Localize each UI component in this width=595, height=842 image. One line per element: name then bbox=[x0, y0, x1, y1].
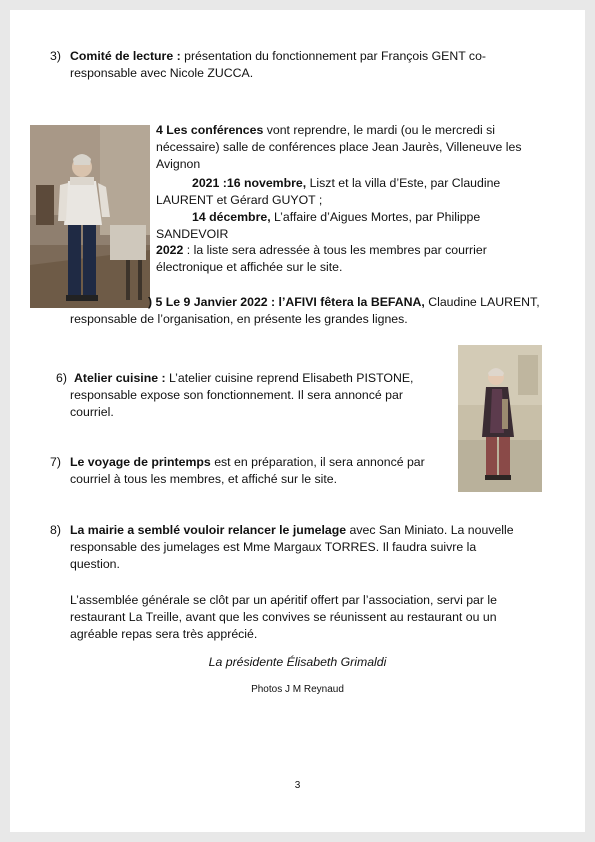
item6-line3: courriel. bbox=[70, 405, 114, 419]
signature: La présidente Élisabeth Grimaldi bbox=[208, 655, 387, 669]
closing-line1: L’assemblée générale se clôt par un apéritif offert par l’association, servi par le bbox=[70, 593, 497, 607]
item8-line1 bbox=[70, 522, 514, 539]
item8-line2: responsable des jumelages est Mme Margaux TORRES. Il faudra suivre la bbox=[70, 540, 477, 554]
item3-line1 bbox=[70, 48, 486, 65]
item4-note-line1 bbox=[156, 242, 487, 259]
item5-lead: ) 5 Le 9 Janvier 2022 : l’AFIVI fêtera la BEFANA, bbox=[148, 295, 425, 309]
item6-text1: L’atelier cuisine reprend Elisabeth PISTONE, bbox=[165, 371, 414, 385]
item4-title: 4 Les conférences bbox=[156, 123, 264, 137]
item4-talk2-line2: SANDEVOIR bbox=[156, 227, 229, 241]
photo-speaker bbox=[30, 125, 150, 308]
item5-line2: responsable de l’organisation, en présente les grandes lignes. bbox=[70, 312, 408, 326]
item4-talk1-line1 bbox=[192, 175, 500, 192]
item4-line2: nécessaire) salle de conférences place Jean Jaurès, Villeneuve les bbox=[156, 140, 522, 154]
item7-title: Le voyage de printemps bbox=[70, 455, 211, 469]
closing-line2: restaurant La Treille, avant que les convives se réunissent au restaurant ou un bbox=[70, 610, 497, 624]
photo-cooking-workshop bbox=[458, 345, 542, 492]
item5-text1: Claudine LAURENT, bbox=[424, 295, 540, 309]
item3-number: 3) bbox=[50, 49, 61, 63]
page-number: 3 bbox=[294, 780, 301, 791]
item6-line1 bbox=[74, 370, 413, 387]
item4-talk2-line1 bbox=[192, 209, 480, 226]
item4-note-line2: électronique et affichée sur le site. bbox=[156, 260, 343, 274]
closing-line3: agréable repas sera très apprécié. bbox=[70, 627, 258, 641]
item8-number: 8) bbox=[50, 523, 61, 537]
item6-title: Atelier cuisine : bbox=[74, 371, 166, 385]
item4-line1 bbox=[156, 122, 495, 139]
item8-text1: avec San Miniato. La nouvelle bbox=[346, 523, 514, 537]
item4-note1: : la liste sera adressée à tous les membres par courrier bbox=[183, 243, 487, 257]
item3-title: Comité de lecture : bbox=[70, 49, 181, 63]
item4-line3: Avignon bbox=[156, 157, 201, 171]
item7-text1: est en préparation, il sera annoncé par bbox=[210, 455, 425, 469]
item3-text1: présentation du fonctionnement par François GENT co- bbox=[180, 49, 487, 63]
item7-line1 bbox=[70, 454, 425, 471]
item6-line2: responsable expose son fonctionnement. Il sera annoncé par bbox=[70, 388, 403, 402]
item4-talk2a: L’affaire d’Aigues Mortes, par Philippe bbox=[270, 210, 481, 224]
item5-line1 bbox=[148, 294, 540, 311]
document-page bbox=[10, 10, 585, 832]
item3-line2: responsable avec Nicole ZUCCA. bbox=[70, 66, 254, 80]
item8-line3: question. bbox=[70, 557, 120, 571]
item8-title: La mairie a semblé vouloir relancer le jumelage bbox=[70, 523, 347, 537]
item4-year: 2022 bbox=[156, 243, 184, 257]
item4-date1: 2021 :16 novembre, bbox=[192, 176, 307, 190]
photo-credits: Photos J M Reynaud bbox=[251, 684, 344, 695]
item4-text1: vont reprendre, le mardi (ou le mercredi si bbox=[263, 123, 495, 137]
item6-number: 6) bbox=[56, 371, 67, 385]
item4-talk1a: Liszt et la villa d’Este, par Claudine bbox=[306, 176, 501, 190]
item4-talk1-line2: LAURENT et Gérard GUYOT ; bbox=[156, 193, 323, 207]
item7-number: 7) bbox=[50, 455, 61, 469]
item7-line2: courriel à tous les membres, et affiché sur le site. bbox=[70, 472, 338, 486]
item4-date2: 14 décembre, bbox=[192, 210, 271, 224]
